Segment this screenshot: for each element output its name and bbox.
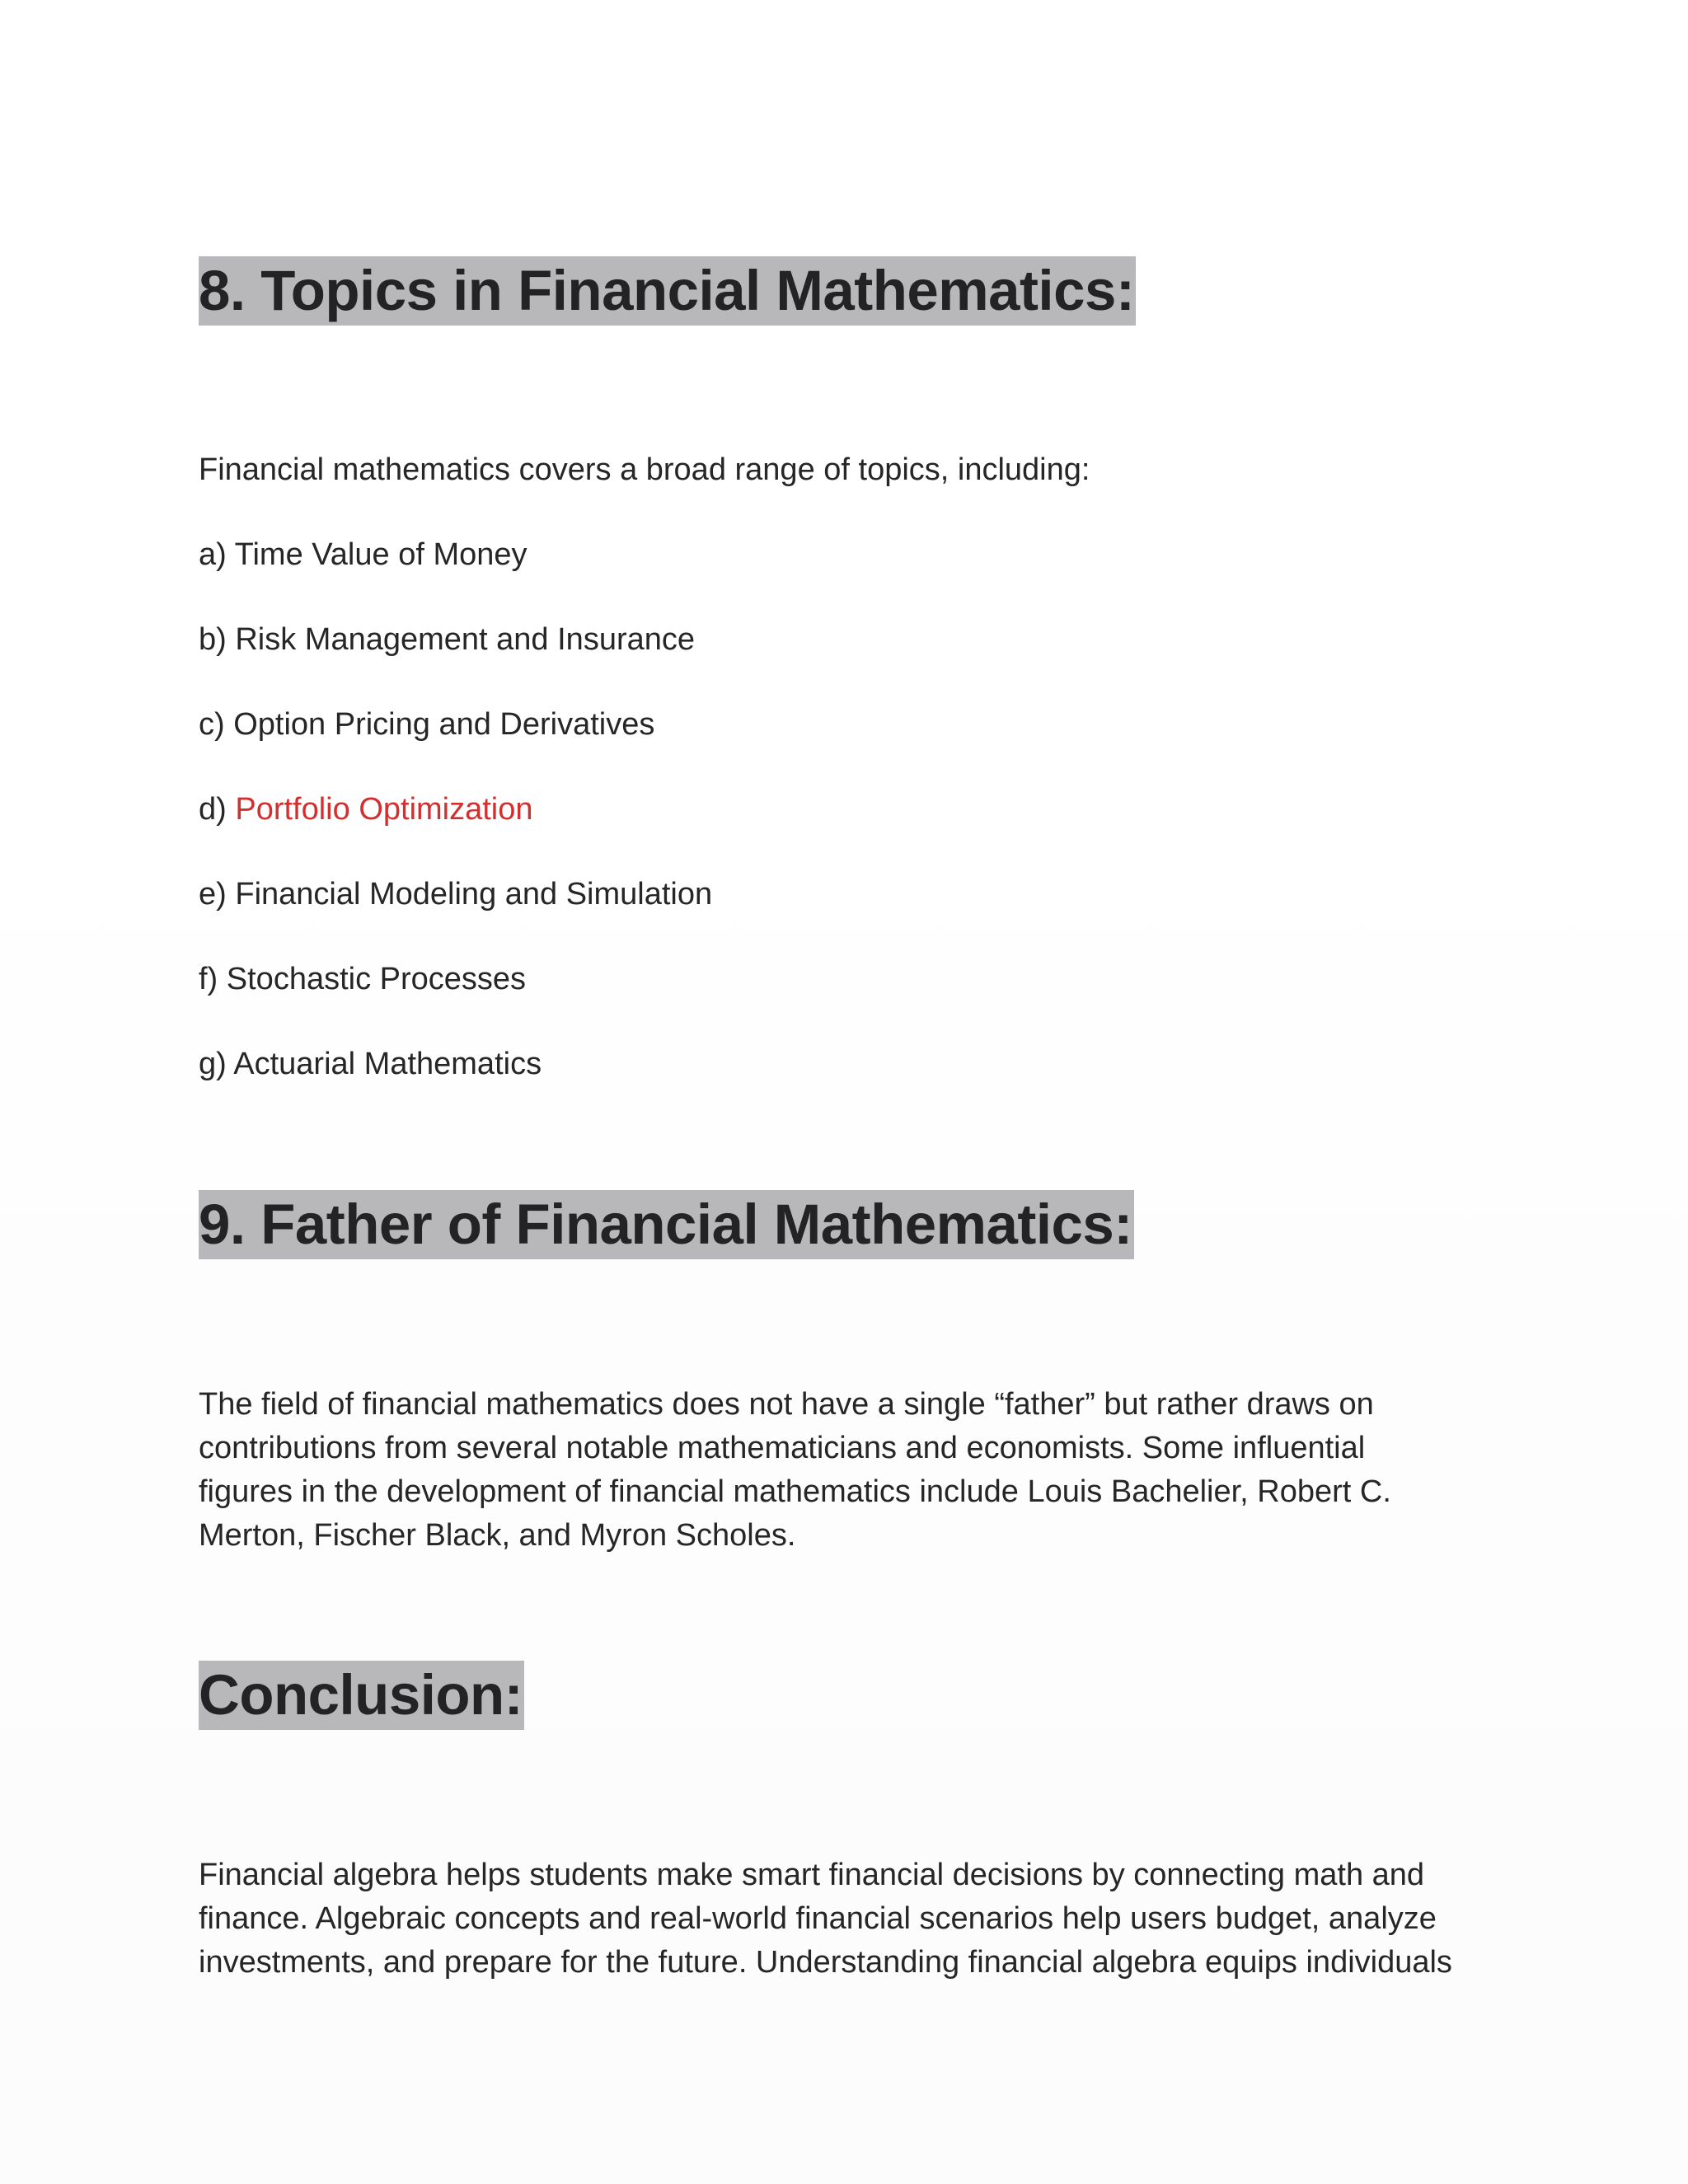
list-marker: f) — [199, 962, 218, 996]
conclusion-line-2: finance. Algebraic concepts and real-world financial scenarios help users budget, analyze — [199, 1901, 1437, 1936]
father-line-4: Merton, Fischer Black, and Myron Scholes. — [199, 1518, 796, 1553]
list-item-f — [199, 958, 526, 1001]
list-item-text: Time Value of Money — [234, 537, 528, 572]
list-item-text: Financial Modeling and Simulation — [235, 877, 713, 912]
section-heading-father — [199, 1190, 1134, 1259]
list-item-g — [199, 1043, 542, 1086]
section-heading-topics — [199, 256, 1136, 326]
section-heading-conclusion-text: Conclusion: — [199, 1661, 524, 1730]
list-marker: g) — [199, 1047, 227, 1081]
section-heading-father-text: 9. Father of Financial Mathematics: — [199, 1190, 1134, 1259]
section-heading-conclusion — [199, 1661, 524, 1730]
father-line-3: figures in the development of financial mathematics include Louis Bachelier, Robert C. — [199, 1474, 1391, 1509]
list-marker: b) — [199, 622, 227, 657]
list-item-text: Risk Management and Insurance — [235, 622, 696, 657]
father-line-1: The field of financial mathematics does not have a single “father” but rather draws on — [199, 1387, 1374, 1422]
list-item-text: Actuarial Mathematics — [233, 1047, 542, 1081]
list-item-a — [199, 533, 528, 577]
list-item-text: Option Pricing and Derivatives — [233, 707, 655, 742]
conclusion-line-3: investments, and prepare for the future. Understanding financial algebra equips individuals — [199, 1945, 1452, 1980]
list-marker: a) — [199, 537, 227, 572]
list-item-d — [199, 788, 533, 832]
portfolio-optimization-link[interactable]: Portfolio Optimization — [235, 792, 533, 827]
list-marker: c) — [199, 707, 225, 742]
father-line-2: contributions from several notable mathematicians and economists. Some influential — [199, 1431, 1366, 1465]
list-item-b — [199, 618, 695, 662]
list-item-text: Stochastic Processes — [226, 962, 527, 996]
conclusion-line-1: Financial algebra helps students make smart financial decisions by connecting math and — [199, 1858, 1425, 1892]
section-heading-topics-text: 8. Topics in Financial Mathematics: — [199, 256, 1136, 326]
list-item-c — [199, 703, 654, 747]
list-item-e — [199, 873, 712, 916]
topics-intro: Financial mathematics covers a broad range of topics, including: — [199, 452, 1090, 487]
list-marker: e) — [199, 877, 227, 912]
list-marker: d) — [199, 792, 227, 827]
